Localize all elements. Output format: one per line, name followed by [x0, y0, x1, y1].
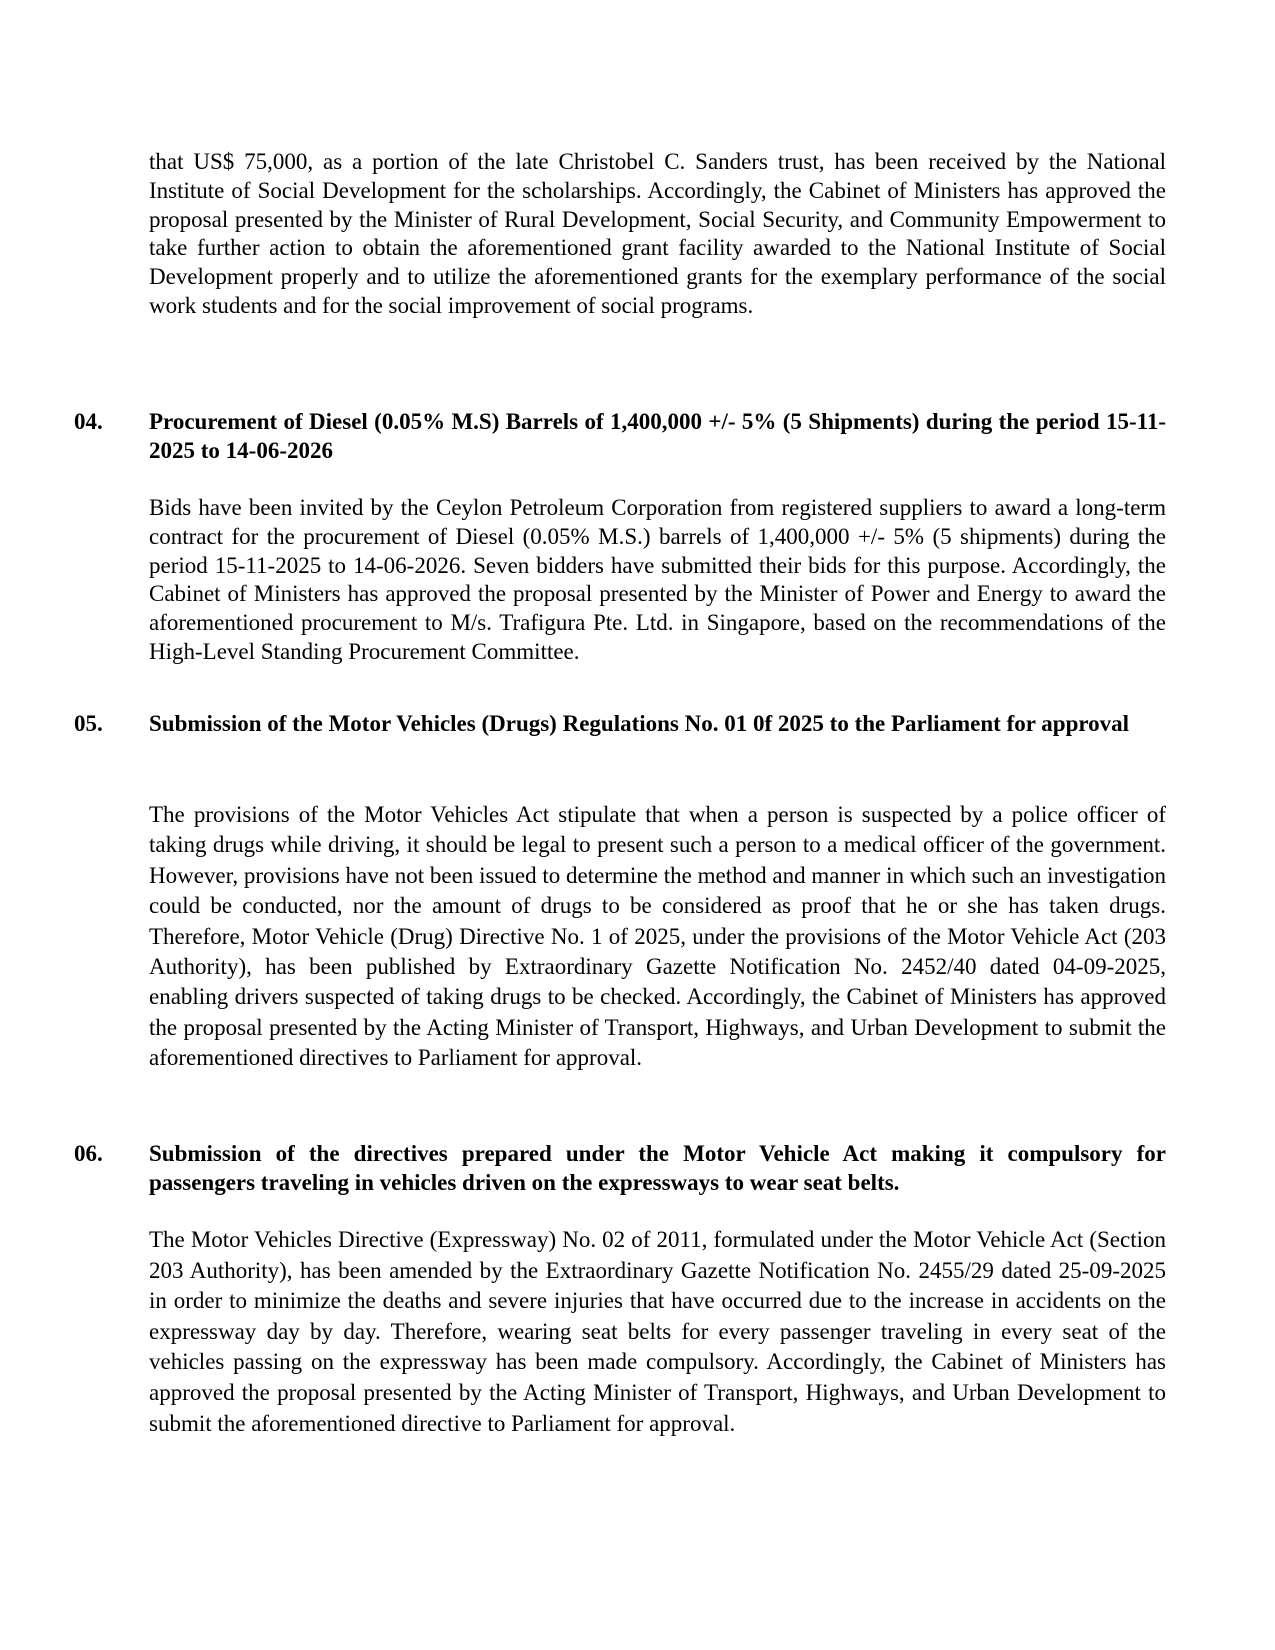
section-number: 05.	[74, 711, 103, 736]
section-title: Procurement of Diesel (0.05% M.S) Barrels of 1,400,000 +/- 5% (5 Shipments) during the period 15-11-2025 to 14-06-2026	[149, 409, 1166, 463]
section-title: Submission of the directives prepared under the Motor Vehicle Act making it compulsory for passengers traveling in vehicles driven on the expressways to wear seat belts.	[149, 1141, 1166, 1195]
intro-paragraph: that US$ 75,000, as a portion of the late Christobel C. Sanders trust, has been received by the National Institute of Social Development for the scholarships. Accordingly, the Cabinet of Ministers has approved the proposal presented by the Minister of Rural Development, Social Security, and Community Empowerment to take further action to obtain the aforementioned grant facility awarded to the National Institute of Social Development properly and to utilize the aforementioned grants for the exemplary performance of the social work students and for the social improvement of social programs.	[149, 149, 1166, 318]
section-title: Submission of the Motor Vehicles (Drugs) Regulations No. 01 0f 2025 to the Parliament for approval	[149, 711, 1130, 736]
section-body: The Motor Vehicles Directive (Expressway) No. 02 of 2011, formulated under the Motor Vehicle Act (Section 203 Authority), has been amended by the Extraordinary Gazette Notification No. 2455/29 dated 25-09-2025 in order to minimize the deaths and severe injuries that have occurred due to the increase in accidents on the expressway day by day. Therefore, wearing seat belts for every passenger traveling in every seat of the vehicles passing on the expressway has been made compulsory. Accordingly, the Cabinet of Ministers has approved the proposal presented by the Acting Minister of Transport, Highways, and Urban Development to submit the aforementioned directive to Parliament for approval.	[149, 1227, 1166, 1436]
section-number: 06.	[74, 1141, 103, 1166]
section-number: 04.	[74, 409, 103, 434]
section-body: Bids have been invited by the Ceylon Petroleum Corporation from registered suppliers to award a long-term contract for the procurement of Diesel (0.05% M.S.) barrels of 1,400,000 +/- 5% (5 shipments) during the period 15-11-2025 to 14-06-2026. Seven bidders have submitted their bids for this purpose. Accordingly, the Cabinet of Ministers has approved the proposal presented by the Minister of Power and Energy to award the aforementioned procurement to M/s. Trafigura Pte. Ltd. in Singapore, based on the recommendations of the High-Level Standing Procurement Committee.	[149, 495, 1166, 664]
section-body: The provisions of the Motor Vehicles Act stipulate that when a person is suspected by a police officer of taking drugs while driving, it should be legal to present such a person to a medical officer of the government. However, provisions have not been issued to determine the method and manner in which such an investigation could be conducted, nor the amount of drugs to be considered as proof that he or she has taken drugs. Therefore, Motor Vehicle (Drug) Directive No. 1 of 2025, under the provisions of the Motor Vehicle Act (203 Authority), has been published by Extraordinary Gazette Notification No. 2452/40 dated 04-09-2025, enabling drivers suspected of taking drugs to be checked. Accordingly, the Cabinet of Ministers has approved the proposal presented by the Acting Minister of Transport, Highways, and Urban Development to submit the aforementioned directives to Parliament for approval.	[149, 802, 1166, 1071]
